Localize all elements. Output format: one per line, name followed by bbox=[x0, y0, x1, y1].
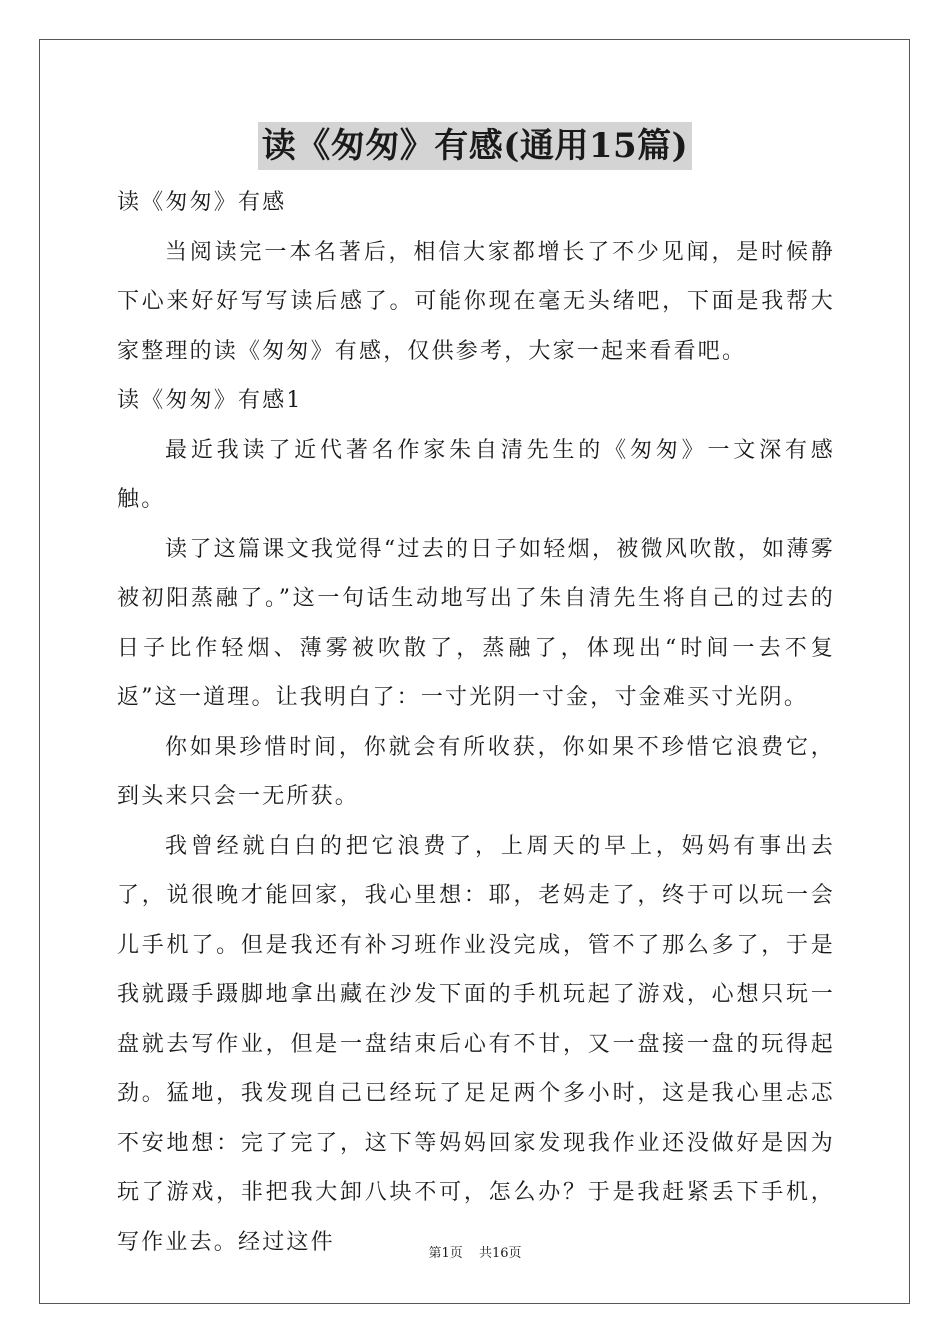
page-number: 第1页 bbox=[428, 1246, 463, 1261]
paragraph: 你如果珍惜时间，你就会有所收获，你如果不珍惜它浪费它，到头来只会一无所获。 bbox=[117, 734, 835, 809]
section-heading: 读《匆匆》有感1 bbox=[117, 388, 303, 413]
page-total: 共16页 bbox=[478, 1246, 522, 1261]
document-title: 读《匆匆》有感(通用15篇) bbox=[258, 122, 693, 170]
paragraph: 读了这篇课文我觉得“过去的日子如轻烟，被微风吹散，如薄雾被初阳蒸融了。”这一句话生动地写出了朱自清先生将自己的过去的日子比作轻烟、薄雾被吹散了，蒸融了，体现出“时间一去不复返”这一道理。让我明白了：一寸光阴一寸金，寸金难买寸光阴。 bbox=[117, 536, 835, 710]
section-heading: 读《匆匆》有感 bbox=[117, 190, 287, 215]
page-footer bbox=[0, 1245, 950, 1263]
paragraph: 我曾经就白白的把它浪费了，上周天的早上，妈妈有事出去了，说很晚才能回家，我心里想：耶，老妈走了，终于可以玩一会儿手机了。但是我还有补习班作业没完成，管不了那么多了，于是我就蹑手蹑脚地拿出藏在沙发下面的手机玩起了游戏，心想只玩一盘就去写作业，但是一盘结束后心有不甘，又一盘接一盘的玩得起劲。猛地，我发现自己已经玩了足足两个多小时，这是我心里忐忑不安地想：完了完了，这下等妈妈回家发现我作业还没做好是因为玩了游戏，非把我大卸八块不可，怎么办？于是我赶紧丢下手机，写作业去。经过这件 bbox=[117, 833, 835, 1255]
paragraph: 最近我读了近代著名作家朱自清先生的《匆匆》一文深有感触。 bbox=[117, 437, 835, 512]
document-body bbox=[117, 178, 835, 1267]
title-container bbox=[0, 122, 950, 170]
paragraph: 当阅读完一本名著后，相信大家都增长了不少见闻，是时候静下心来好好写写读后感了。可能你现在毫无头绪吧，下面是我帮大家整理的读《匆匆》有感，仅供参考，大家一起来看看吧。 bbox=[117, 239, 835, 364]
